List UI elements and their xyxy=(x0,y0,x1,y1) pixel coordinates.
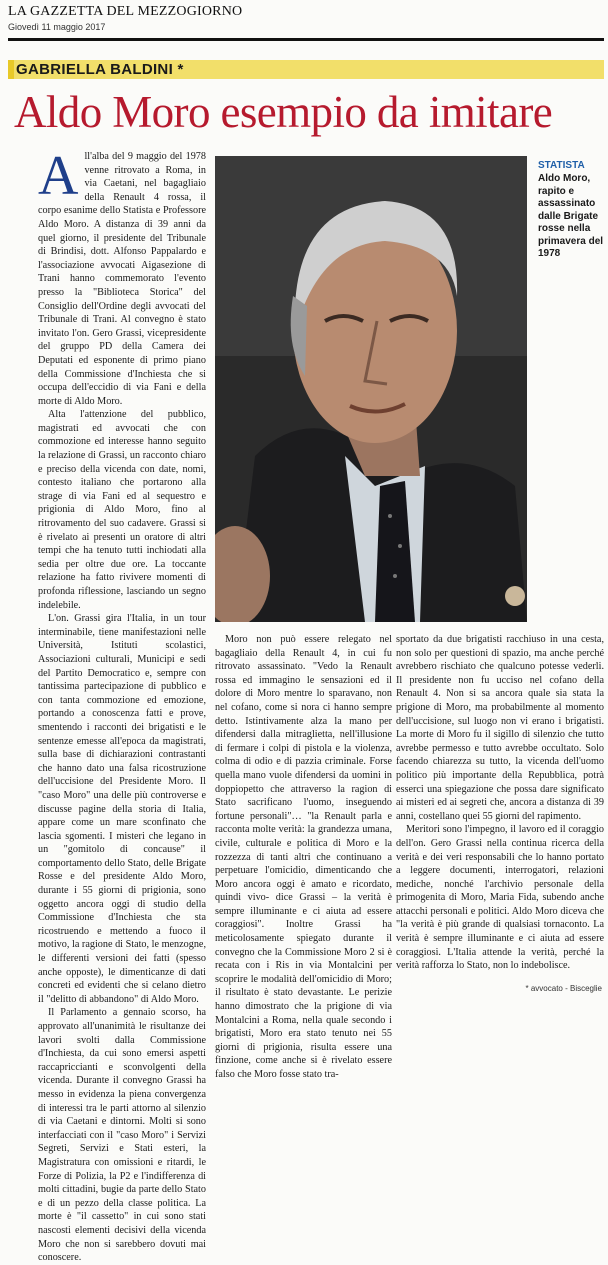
portrait-photo xyxy=(215,156,527,622)
author-name: GABRIELLA BALDINI * xyxy=(16,61,184,78)
portrait-illustration xyxy=(215,156,527,622)
drop-cap: A xyxy=(38,145,79,207)
caption-text: Aldo Moro, rapito e assassinato dalle Brigate rosse nella primavera del 1978 xyxy=(538,173,604,259)
paragraph: ll'alba del 9 maggio del 1978 venne ritrovato a Roma, in via Caetani, nel bagagliaio della Renault 4 rossa, il corpo esanime dello Statista e Professore Aldo Moro. A distanza di 39 anni da quel giorno, il presidente del Tribunale di Brindisi, dott. Alfonso Pappalardo e l'associazione avvocati Aigasezione di Trani hanno commemorato l'evento presso la "Biblioteca Storica" del Consiglio dell'Ordine degli avvocati del Tribunale di Trani. Al convegno è stato invitato l'on. Gero Grassi, vicepresidente del gruppo PD della Camera dei Deputati ed esponente di primo piano della Commissione d'Inchiesta che si occupa dell'eccidio di via Fani e della morte di Aldo Moro. xyxy=(38,151,206,407)
paragraph: sportato da due brigatisti racchiuso in una cesta, non solo per questioni di spazio, ma anche perché avrebbero rischiato che qualcuno potesse vederli. Il presidente non fu ucciso nel cofano della Renault 4. Non si sa ancora quale sia stata la prigione di Moro, ma probabilmente al momento dell'uccisione, sul luogo non vi erano i brigatisti. La morte di Moro fu il sigillo di silenzio che tutto avrebbe permesso e tutto avrebbe occultato. Solo facendo chiarezza su tutto, la vicenda dell'uomo politico più importante della Repubblica, potrà esserci una spiegazione che possa dare significato ai misteri ed ai segreti che, ancora a distanza di 39 anni, costellano quei 55 giorni del rapimento. xyxy=(396,634,604,822)
paragraph: Il Parlamento a gennaio scorso, ha approvato all'unanimità le risultanze dei lavori svolti dalla Commissione d'Inchiesta, da cui sono emersi aspetti raccapriccianti e sconvolgenti della vicenda. Durante il convegno Grassi ha messo in evidenza la piena convergenza di interessi tra le parti attorno al silenzio di via Caetani e dintorni. Molti si sono interfacciati con il "caso Moro" i Servizi Segreti, Servizi e Stati esteri, la Magistratura con omissioni e ritardi, le Forze di Polizia, la P2 e l'indifferenza di molti cittadini, bugie da parte dello Stato e di un pezzo della classe politica. La morte è "il cassetto" in cui sono stati nascosti elementi decisivi della vicenda Moro che non si sarebbero dovuti mai conoscere. xyxy=(38,1007,206,1264)
caption-kicker: STATISTA xyxy=(538,160,585,171)
photo-caption xyxy=(538,160,604,261)
article-column-2 xyxy=(215,633,392,1082)
masthead-rule xyxy=(8,38,604,41)
article-column-1 xyxy=(38,145,206,1265)
author-credit: * avvocato - Bisceglie xyxy=(525,984,602,993)
article-column-3 xyxy=(396,633,604,973)
headline: Aldo Moro esempio da imitare xyxy=(14,87,553,137)
paragraph: Alta l'attenzione del pubblico, magistrati ed avvocati che con commozione ed interesse hanno seguito la relazione di Grassi, un racconto chiaro e preciso della vicenda con date, nomi, contesto italiano che portarono alla strage di via Fani ed al sequestro e prigionia di Aldo Moro, fino al ritrovamento del suo cadavere. Grassi si è rivelato ai presenti un oratore di altri tempi che ha tenuto tutti inchiodati alla sedia per oltre due ore. La toccante relazione ha fatto rivivere momenti di profonda riflessione, lasciando un segno indelebile. xyxy=(38,409,206,611)
masthead-date: Giovedì 11 maggio 2017 xyxy=(8,22,106,32)
paragraph: Meritori sono l'impegno, il lavoro ed il coraggio dell'on. Gero Grassi nella continua ricerca della verità e dei veri responsabili che lo hanno portato a leggere documenti, interrogatori, relazioni mediche, nonché l'archivio personale della primogenita di Moro, Maria Fida, subendo anche attacchi personali e politici. Aldo Moro diceva che "la verità è più grande di qualsiasi tornaconto. La verità è sempre illuminante e ci aiuta ad essere coraggiosi. L'Italia attende la verità, perché la verità rafforza lo Stato, non lo indebolisce. xyxy=(396,824,604,972)
paragraph: L'on. Grassi gira l'Italia, in un tour interminabile, tiene manifestazioni nelle Università, Istituti scolastici, Associazioni culturali, Municipi e sedi del Partito Democratico e, sempre con tantissima partecipazione di pubblico e con tanta commozione ed emozione, portando a conoscenza fatti e prove, smentendo i racconti dei brigatisti e le sentenze emesse all'epoca da magistrati, sulla base di dichiarazioni contrastanti che hanno dato una falsa ricostruzione dell'uccisione del Presidente Moro. Il "caso Moro" una delle più controverse e discusse pagine della storia di Italia, appare come un mare sconfinato che lascia sgomenti. I misteri che legano in un "gomitolo di concause" il comportamento dello Stato, delle Brigate Rosse e del presidente Aldo Moro, durante i 55 giorni di prigionia, sono oggetto ancora oggi di studio della Commissione d'Inchiesta che sta ricostruendo e mettendo a fuoco il motivo, la ragione di Stato, le menzogne, le differenti versioni dei fatti (spesso anche opposte), le dimenticanze di dati concreti ed evidenti che si celano dietro il "delitto di abbandono" di Aldo Moro. xyxy=(38,613,206,1005)
masthead-title: LA GAZZETTA DEL MEZZOGIORNO xyxy=(8,4,243,19)
paragraph: Moro non può essere relegato nel bagagliaio della Renault 4, in cui fu ritrovato assassinato. "Vedo la Renault rossa ed immagino le sensazioni ed il dolore di Moro mentre lo sparavano, non nel cofano, come si nora ci hanno sempre detto. Istintivamente alza la mano per difendersi dalla mitraglietta, nell'illusione di fermare i colpi di pistola e la violenza, colma di odio e di pazzia criminale. Forse quella mano vuole difendersi da uomini in doppiopetto che attraverso la ragion di Stato sacrificano l'uomo, inseguendo fortune personali"… "la Renault parla e racconta molte verità: la grandezza umana, civile, culturale e politica di Moro e la rozzezza di tanti altri che continuano a perpetuare l'omicidio, dimenticando che Moro ancora oggi è amato e ricordato, quindi vivo- dice Grassi – la verità è sempre illuminante e ci aiuta ad essere coraggiosi". Inoltre Grassi ha meticolosamente spiegato durante il convegno che la Commissione Moro 2 si è recata con i Ris in via Montalcini per scoprire le modalità dell'omicidio di Moro; il risultato è stato devastante. Le perizie hanno dimostrato che la prigione di via Montalcini a Roma, nella quale secondo i brigatisti, Moro era stato tenuto nei 55 giorni di prigionia, risulta essere una finzione, come anche si è rivelato essere falso che Moro fosse stato tra- xyxy=(215,634,392,1080)
